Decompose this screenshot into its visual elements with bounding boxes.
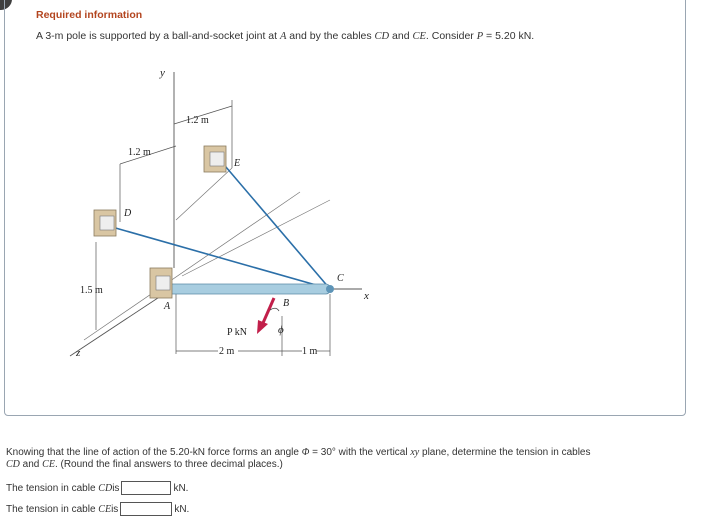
- label-C: C: [337, 273, 344, 284]
- label-z: z: [76, 347, 81, 359]
- label-B: B: [283, 298, 290, 309]
- bracket-E: [204, 146, 226, 172]
- tension-cd-input[interactable]: [121, 481, 171, 495]
- label-E: E: [234, 158, 241, 169]
- pole-AC: [168, 284, 330, 294]
- required-information-title: Required information: [36, 9, 143, 21]
- tension-ce-input[interactable]: [120, 502, 172, 516]
- answer-row-ce: The tension in cable CE is kN.: [6, 503, 190, 515]
- label-phi: ϕ: [278, 324, 284, 336]
- pole-cable-figure: [60, 60, 380, 370]
- label-x: x: [364, 290, 369, 302]
- dim-2: 2 m: [219, 346, 235, 357]
- problem-intro: A 3-m pole is supported by a ball-and-socket joint at A and by the cables CD and CE. Consider P = 5.20 kN.: [36, 30, 535, 42]
- z-axis-line: [70, 290, 170, 356]
- plane-line-1: [84, 192, 300, 340]
- dim-1-5: 1.5 m: [80, 285, 103, 296]
- dim-1-2-top: 1.2 m: [186, 115, 209, 126]
- joint-C: [326, 285, 334, 293]
- label-force: P kN: [227, 327, 247, 338]
- force-arrow-shaft: [263, 298, 274, 323]
- label-D: D: [124, 208, 132, 219]
- cable-CE: [220, 160, 330, 289]
- unit-ce: kN.: [174, 503, 190, 515]
- bracket-A: [150, 268, 172, 298]
- question-text: Knowing that the line of action of the 5.20-kN force forms an angle Φ = 30° with the vertical xy plane, determine the tension in cables CD and CE. (Round the final answers to three decimal places.): [6, 447, 591, 470]
- force-arrow-head: [257, 320, 268, 334]
- angle-arc: [270, 308, 279, 311]
- answer-row-cd: The tension in cable CD is kN.: [6, 482, 189, 494]
- bracket-D: [94, 210, 116, 236]
- guide-line: [176, 168, 232, 220]
- dim-1-2-left: 1.2 m: [128, 147, 151, 158]
- cable-CD: [112, 227, 330, 289]
- plane-line-2: [182, 200, 330, 276]
- unit-cd: kN.: [173, 482, 189, 494]
- label-A: A: [164, 301, 171, 312]
- dim-1: 1 m: [302, 346, 318, 357]
- label-y: y: [160, 67, 165, 79]
